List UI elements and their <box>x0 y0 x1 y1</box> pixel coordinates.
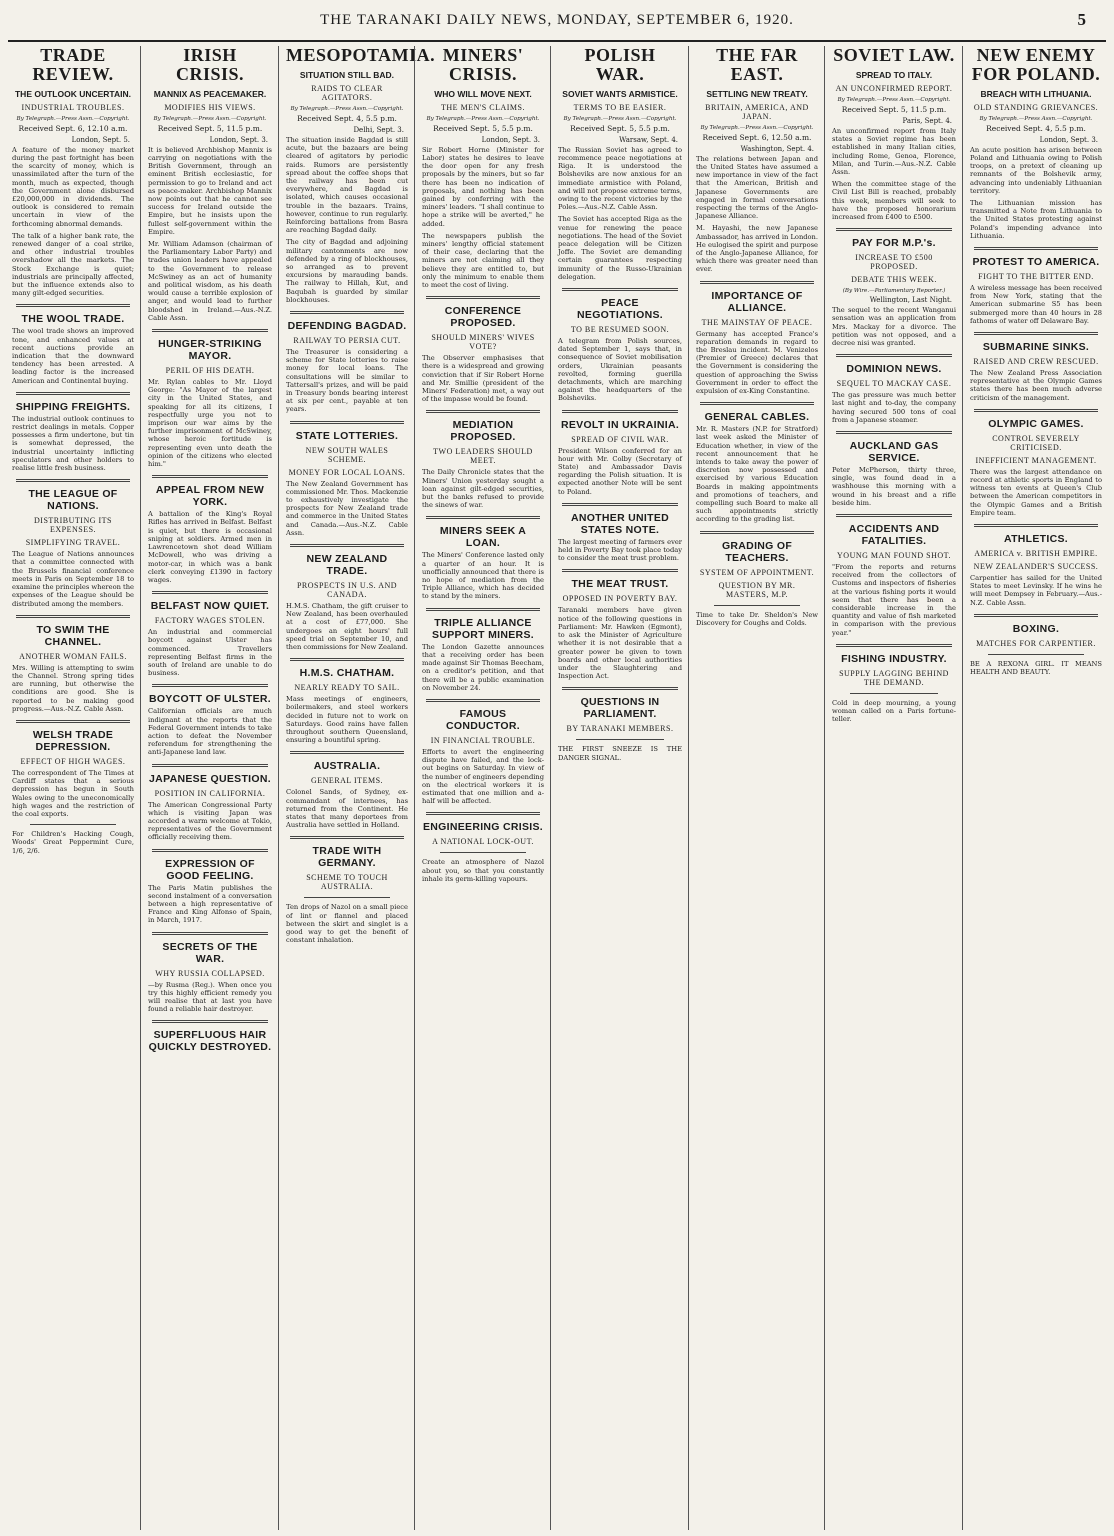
section-subheading: DISTRIBUTING ITS EXPENSES. <box>34 516 112 535</box>
column-subheading: THE MEN'S CLAIMS. <box>441 102 525 112</box>
section-subheading: GENERAL ITEMS. <box>310 776 384 786</box>
section-divider <box>974 614 1098 617</box>
article-text: Californian officials are much indignant at the reports that the Federal Government intends to take action to defeat the November referendum for strengthening the anti-Japanese land law. <box>148 707 272 757</box>
byline: By Telegraph.—Press Assn.—Copyright. <box>563 115 677 122</box>
section-divider <box>836 514 952 517</box>
section-headline: GRADING OF TEACHERS. <box>721 539 793 564</box>
dateline: Wellington, Last Night. <box>869 296 952 305</box>
section-divider <box>290 658 404 661</box>
section-divider <box>290 311 404 314</box>
article-text: The New Zealand Press Association representative at the Olympic Games states there has been much adverse criticism of the management. <box>970 369 1102 402</box>
column-2 <box>142 46 278 1530</box>
column-subheadline: MANNIX AS PEACEMAKER. <box>153 88 267 99</box>
section-divider <box>974 247 1098 250</box>
section-divider <box>16 392 130 395</box>
section-headline: FAMOUS CONDUCTOR. <box>446 707 520 732</box>
section-subheading: OPPOSED IN POVERTY BAY. <box>562 594 678 604</box>
column-subheading: RAIDS TO CLEAR AGITATORS. <box>311 83 383 102</box>
section-headline: TRADE WITH GERMANY. <box>312 845 382 870</box>
section-headline: STATE LOTTERIES. <box>295 429 399 442</box>
received-line: Received Sept. 6, 12.10 a.m. <box>18 123 128 133</box>
article-text: An unconfirmed report from Italy states a Soviet regime has been established in many Italian cities, including Rome, Genoa, Florence, Milan, and Turin.—Aus.-N.Z. Cable Assn. <box>832 126 956 176</box>
footer-divider <box>988 654 1084 655</box>
section-subheading: PROSPECTS IN U.S. AND CANADA. <box>296 581 398 599</box>
section-headline: ENGINEERING CRISIS. <box>422 821 544 834</box>
article-text: Mr. R. Masters (N.P. for Stratford) last week asked the Minister of Education whether, in view of the recent announcement that he intends to take away the power of discretion now possessed and exercised by various Education Boards in making appointments and promotions of teachers, and compelling such Board to make all such appointments strictly according to the grading list. <box>696 425 818 524</box>
byline: (By Wire.—Parliamentary Reporter.) <box>842 288 946 295</box>
section-subheading: PERIL OF HIS DEATH. <box>165 366 255 376</box>
section-headline: BOYCOTT OF ULSTER. <box>148 693 272 706</box>
article-text: A telegram from Polish sources, dated September 1, says that, in consequence of Soviet mobilisation orders, Ukrainian peasants revolted, forming guerilla detachments, which are marching against the headquarters of the Bolsheviks. <box>558 337 682 403</box>
section-subheading: IN FINANCIAL TROUBLE. <box>430 735 536 745</box>
footer-divider <box>576 739 664 740</box>
section-subheading: ANOTHER WOMAN FAILS. <box>19 651 127 661</box>
article-text: Carpentier has sailed for the United States to meet Levinsky. If he wins he will meet Dempsey in February.—Aus.-N.Z. Cable Assn. <box>970 574 1102 607</box>
advertisement-text: BE A REXONA GIRL. IT MEANS HEALTH AND BEAUTY. <box>970 659 1102 677</box>
column-8 <box>964 46 1108 1530</box>
article-text: An industrial and commercial boycott against Ulster has commenced. Travellers representing Belfast firms in the south of Ireland are unable to do business. <box>148 628 272 678</box>
column-subheading: INDUSTRIAL TROUBLES. <box>21 102 125 112</box>
column-3 <box>280 45 436 1530</box>
section-subheading: YOUNG MAN FOUND SHOT. <box>837 550 951 560</box>
column-4 <box>416 46 550 1530</box>
section-subheading: SHOULD MINERS' WIVES VOTE? <box>431 333 535 352</box>
section-divider <box>836 431 952 434</box>
column-subheading: BRITAIN, AMERICA, AND JAPAN. <box>705 102 809 121</box>
section-headline: FISHING INDUSTRY. <box>841 652 947 665</box>
section-divider <box>152 849 268 852</box>
article-text: A wireless message has been received from New York, stating that the American submarine S5 has been submerged more than 40 hours in 28 fathoms of water off Delaware Bay. <box>970 284 1102 325</box>
article-text: H.M.S. Chatham, the gift cruiser to New Zealand, has been overhauled at a cost of £77,000. She undergoes an eight hours' full speed trial on September 10, and then commissions for New Zealand. <box>286 602 408 652</box>
section-headline: DOMINION NEWS. <box>846 363 942 376</box>
footer-divider <box>30 824 116 825</box>
section-divider <box>974 332 1098 335</box>
section-divider <box>16 479 130 482</box>
article-text: It is believed Archbishop Mannix is carrying on negotiations with the British Government, through an eminent British ecclesiastic, for permission to go to Ireland and act as peace-maker. Archbishop Mannix now points out that he cannot see success for Ireland outside the Empire, but he insists upon the fullest self-government within the Empire. <box>148 145 272 236</box>
dateline: London, Sept. 3. <box>481 135 540 144</box>
section-headline: SECRETS OF THE WAR. <box>162 940 258 965</box>
article-text: The Observer emphasises that there is a widespread and growing conviction that if Sir Robert Horne and Mr. Smillie (president of the Miners' Federation) met, a way out of the impasse would be found. <box>422 354 544 404</box>
article-text: Efforts to avert the engineering dispute have failed, and the lock-out begins on Saturday. In view of the number of engineers depending on the electrical workers it is estimated that one million and a-half will be affected. <box>422 747 544 806</box>
section-subheading: INCREASE TO £500 PROPOSED. <box>855 253 933 272</box>
section-subheading: AMERICA v. BRITISH EMPIRE. <box>974 549 1098 559</box>
article-text: The New Zealand Government has commissioned Mr. Thos. Mackenzie to exhaustively investigate the prospects for New Zealand trade and commerce in the United States and Canada.—Aus.-N.Z. Cable Assn. <box>286 479 408 537</box>
section-subheading: TWO LEADERS SHOULD MEET. <box>433 447 533 466</box>
article-text: The Russian Soviet has agreed to recommence peace negotiations at Riga. It is understood the Bolsheviks are now anxious for an immediate armistice with Poland, and will not propose extreme terms, owing to the recent victories by the Poles.—Aus.-N.Z. Cable Assn. <box>558 145 682 212</box>
advertisement-text: For Children's Hacking Cough, Woods' Great Peppermint Cure, 1/6, 2/6. <box>12 830 134 855</box>
section-headline: DEFENDING BAGDAD. <box>287 319 407 332</box>
received-line: Received Sept. 4, 5.5 p.m. <box>986 123 1086 133</box>
article-text: —by Rusma (Reg.). When once you try this highly efficient remedy you will realise that at last you have found a reliable hair destroyer. <box>148 980 272 1014</box>
column-6 <box>690 46 824 1530</box>
article-text: The talk of a higher bank rate, the renewed danger of a coal strike, and other industrial troubles overshadow all the markets. The Stock Exchange is quiet; industrials are principally affected, but the influence extends also to many gilt-edged securities. <box>12 231 134 298</box>
footer-divider <box>714 605 800 606</box>
section-headline: MEDIATION PROPOSED. <box>450 419 516 444</box>
section-divider <box>562 288 678 291</box>
byline: By Telegraph.—Press Assn.—Copyright. <box>16 115 130 122</box>
section-subheading: SEQUEL TO MACKAY CASE. <box>836 379 952 389</box>
section-subheading: SPREAD OF CIVIL WAR. <box>571 434 669 444</box>
article-text: M. Hayashi, the new Japanese Ambassador, has arrived in London. He eulogised the spirit and purpose of the Anglo-Japanese Alliance, for which there was greater need than ever. <box>696 224 818 274</box>
received-line: Received Sept. 5, 11.5 p.m. <box>841 104 947 114</box>
section-subheading: INEFFICIENT MANAGEMENT. <box>975 455 1097 465</box>
column-headline: NEW ENEMY FOR POLAND. <box>971 45 1101 84</box>
dateline: London, Sept. 3. <box>209 135 268 144</box>
article-text: Mr. Rylan cables to Mr. Lloyd George: "As Mayor of the largest city in the United States, and speaking for all its citizens, I respectfully urge you not to imprison our war aims by the further imprisonment of McSwiney, whose heroic fortitude is representing even unto death the opinion of the citizens who elected him." <box>148 378 272 469</box>
section-divider <box>700 402 814 405</box>
dateline: London, Sept. 5. <box>71 135 130 144</box>
section-headline: SHIPPING FREIGHTS. <box>15 400 131 413</box>
column-headline: SOVIET LAW. <box>833 45 955 65</box>
section-divider <box>152 932 268 935</box>
article-text: The London Gazette announces that a receiving order has been made against Sir Thomas Beecham, on a creditor's petition, and that there will be a public examination on November 24. <box>422 642 544 692</box>
article-text: There was the largest attendance on record at athletic sports in England to witness ten events at Queen's Club between the American competitors in the Olympic Games and a British Empire team. <box>970 467 1102 517</box>
column-subheadline: SPREAD TO ITALY. <box>855 69 933 80</box>
article-text: Colonel Sands, of Sydney, ex-commandant of internees, has returned from the Continent. He states that many deportees from Australia have settled in Holland. <box>286 788 408 830</box>
section-subheading: FACTORY WAGES STOLEN. <box>154 616 266 626</box>
section-headline: THE WOOL TRADE. <box>21 313 125 326</box>
column-rule <box>278 46 279 1530</box>
advertisement-text: Time to take Dr. Sheldon's New Discovery for Coughs and Colds. <box>696 610 818 627</box>
footer-divider <box>440 852 526 853</box>
section-headline: JAPANESE QUESTION. <box>149 772 271 785</box>
section-divider <box>152 1020 268 1023</box>
section-divider <box>152 684 268 687</box>
section-divider <box>700 531 814 534</box>
article-text: Taranaki members have given notice of the following questions in Parliament: Mr. Hawken (Egmont), to ask the Minister of Agriculture whether it is not desirable that a greater power be given to town boards and other local authorities under the Slaughtering and Inspection Act. <box>558 606 682 681</box>
section-subheading: POSITION IN CALIFORNIA. <box>154 788 266 798</box>
section-headline: PROTEST TO AMERICA. <box>972 256 1100 269</box>
article-text: The Daily Chronicle states that the Miners' Union yesterday sought a loan against gilt-edged securities, but the banks refused to provide the sinews of war. <box>422 468 544 510</box>
byline: By Telegraph.—Press Assn.—Copyright. <box>290 105 404 112</box>
column-rule <box>550 46 551 1530</box>
section-divider <box>16 615 130 618</box>
section-subheading: NEW SOUTH WALES SCHEME. <box>305 445 389 464</box>
article-text: The League of Nations announces that a committee connected with the Brussels financial conference meets in Paris on September 18 to examine the principles whereon the expenses of the League should be distributed among the members. <box>12 550 134 608</box>
section-headline: WELSH TRADE DEPRESSION. <box>32 728 114 753</box>
column-headline: THE FAR EAST. <box>716 45 798 84</box>
advertisement-text: Cold in deep mourning, a young woman called on a Paris fortune-teller. <box>832 698 956 724</box>
section-headline: SUBMARINE SINKS. <box>982 341 1090 354</box>
masthead <box>0 0 1114 40</box>
article-text: A feature of the money market during the past fortnight has been the scarcity of money, which is unassimilated after the turn of the month, much as expected, though the Government alone disbursed £20,000,000 in dividends. The outlook is considered to remain uncertain in view of the forthcoming abnormal demands. <box>12 145 134 228</box>
section-subheading: RAISED AND CREW RESCUED. <box>973 357 1099 367</box>
article-text: The Paris Matin publishes the second instalment of a conversation between a high representative of France and King Alfonso of Spain, in March, 1917. <box>148 883 272 925</box>
section-divider <box>426 410 540 413</box>
section-headline: ATHLETICS. <box>1003 533 1069 546</box>
section-subheading: SYSTEM OF APPOINTMENT. <box>699 567 815 577</box>
article-text: The industrial outlook continues to restrict dealings in metals. Copper possesses a firm undertone, but tin is somewhat depressed, the industrial uncertainty inflicting speculators and other holders to realise little fresh business. <box>12 414 134 473</box>
article-text: Sir Robert Horne (Minister for Labor) states he desires to leave the door open for any fresh proposals by the miners, but so far there has been no indication of proposals, and nothing has been gained by conferring with the miners' leaders. "I shall continue to hope a strike will be averted," he added. <box>422 145 544 228</box>
column-subheadline: WHO WILL MOVE NEXT. <box>434 88 532 99</box>
section-divider <box>16 720 130 723</box>
section-divider <box>426 608 540 611</box>
article-text: The relations between Japan and the United States have assumed a new importance in view of the fact that the American, British and Japanese Governments are engaged in formal conversations respecting the terms of the Anglo-Japanese Alliance. <box>696 154 818 221</box>
column-subheading: OLD STANDING GRIEVANCES. <box>973 102 1099 112</box>
article-text: The situation inside Bagdad is still acute, but the bazaars are being cleared of agitators by periodic raids. Rumors are persistently spread about the coffee shops that the railway has been cut everywhere, and Bagdad is isolated, which causes occasional trouble in the bazaars. Trains, however, continue to run regularly. Reinforcing battalions from Basra are reaching Bagdad daily. <box>286 135 408 235</box>
received-line: Received Sept. 6, 12.50 a.m. <box>702 132 812 142</box>
section-headline: THE MEAT TRUST. <box>571 578 669 591</box>
column-headline: TRADE REVIEW. <box>32 45 114 84</box>
section-divider <box>974 409 1098 412</box>
column-subheadline: SETTLING NEW TREATY. <box>706 88 808 99</box>
article-text: Mr. William Adamson (chairman of the Parliamentary Labor Party) and trades union leaders have appealed to the Government to release McSwiney as an act of humanity and political wisdom, as his death would cause a terrible explosion of anger, and would lead to further bloodshed in Ireland.—Aus.-N.Z. Cable Assn. <box>148 240 272 322</box>
column-subheadline: SITUATION STILL BAD. <box>299 69 395 80</box>
section-subheading: MATCHES FOR CARPENTIER. <box>976 638 1096 648</box>
newspaper-title: THE TARANAKI DAILY NEWS, MONDAY, SEPTEMBER 6, 1920. <box>320 12 794 28</box>
section-divider <box>836 228 952 231</box>
received-line: Received Sept. 4, 5.5 p.m. <box>297 113 397 123</box>
section-divider <box>152 764 268 767</box>
section-divider <box>290 421 404 424</box>
dateline: London, Sept. 3. <box>1039 135 1098 144</box>
dateline: Delhi, Sept. 3. <box>353 125 404 134</box>
article-text: Germany has accepted France's reparation demands in regard to the Breslau incident. M. Venizelos (Premier of Greece) declares that the Government is considering the question of approaching the Swiss Government in order to effect the expulsion of ex-King Constantine. <box>696 329 818 396</box>
section-headline: MINERS SEEK A LOAN. <box>439 525 527 550</box>
section-subheading: THE MAINSTAY OF PEACE. <box>701 317 813 327</box>
article-text: "From the reports and returns received from the collectors of Customs and inspectors of fisheries at the various fishing ports it would seem that there has been a considerable increase in the quantity and value of fish marketed in comparison with the previous year." <box>832 562 956 637</box>
section-divider <box>290 544 404 547</box>
footer-divider <box>850 693 938 694</box>
column-subheading: AN UNCONFIRMED REPORT. <box>835 83 953 93</box>
section-headline: EXPRESSION OF GOOD FEELING. <box>165 857 255 882</box>
masthead-rule <box>8 40 1106 42</box>
section-headline: TRIPLE ALLIANCE SUPPORT MINERS. <box>432 616 534 641</box>
section-divider <box>974 524 1098 527</box>
section-divider <box>700 281 814 284</box>
section-divider <box>562 687 678 690</box>
article-text: A battalion of the King's Royal Rifles has arrived in Belfast. Belfast is quiet, but there is occasional sniping at soldiers. Armed men in Lawrencetown shot dead William McDowell, who was driving a motor-car, in which was a bank clerk conveying £1390 in factory wages. <box>148 510 272 584</box>
section-divider <box>562 503 678 506</box>
section-headline: TO SWIM THE CHANNEL. <box>36 623 110 648</box>
article-text: The Soviet has accepted Riga as the venue for renewing the peace negotiations. The head of the Soviet peace delegation will be Citizen Joffe. The Soviet are demanding certain guarantees respecting immunity of the Russo-Ukrainian delegation. <box>558 215 682 281</box>
column-subheading: TERMS TO BE EASIER. <box>573 102 667 112</box>
section-subheading: FIGHT TO THE BITTER END. <box>978 272 1094 282</box>
section-divider <box>16 304 130 307</box>
section-headline: THE LEAGUE OF NATIONS. <box>28 488 118 513</box>
article-text: Mrs. Willing is attempting to swim the Channel. Strong spring tides are running, but otherwise the conditions are good. She is reported to be making good progress.—Aus.-N.Z. Cable Assn. <box>12 663 134 713</box>
column-subheadline: BREACH WITH LITHUANIA. <box>980 88 1092 99</box>
column-headline: MESOPOTAMIA. <box>286 45 436 65</box>
section-divider <box>152 475 268 478</box>
section-divider <box>836 644 952 647</box>
byline: By Telegraph.—Press Assn.—Copyright. <box>700 124 814 131</box>
received-line: Received Sept. 5, 5.5 p.m. <box>433 123 533 133</box>
column-rule <box>688 46 689 1530</box>
section-divider <box>426 812 540 815</box>
dateline: Washington, Sept. 4. <box>740 144 814 153</box>
column-subheadline: THE OUTLOOK UNCERTAIN. <box>14 88 131 99</box>
page-number: 5 <box>1077 10 1086 29</box>
column-rule <box>962 46 963 1530</box>
column-headline: IRISH CRISIS. <box>175 45 245 84</box>
article-text: Peter McPherson, thirty three, single, was found dead in a washhouse this morning with a wound in his breast and a rifle beside him. <box>832 465 956 507</box>
received-line: Received Sept. 5, 5.5 p.m. <box>570 123 670 133</box>
section-headline: BELFAST NOW QUIET. <box>150 600 270 613</box>
column-1 <box>6 46 140 1530</box>
column-subheadline: SOVIET WANTS ARMISTICE. <box>562 88 678 99</box>
article-text: The Miners' Conference lasted only a quarter of an hour. It is unofficially announced that there is no hope of mediation from the Triple Alliance, which has decided to stand by the miners. <box>422 551 544 601</box>
section-subheading: A NATIONAL LOCK-OUT. <box>432 837 534 847</box>
section-divider <box>290 836 404 839</box>
article-text: The newspapers publish the miners' lengthy official statement of their case, declaring that the miners are not claiming all they believe they are entitled to, but only the minimum to enable them to meet the cost of living. <box>422 231 544 290</box>
advertisement-text: Create an atmosphere of Nazol about you, so that you constantly inhale its germ-killing vapours. <box>422 858 544 883</box>
article-text: The sequel to the recent Wanganui sensation was an application from Mrs. Mackay for a divorce. The petition was not opposed, and a decree nisi was granted. <box>832 306 956 347</box>
section-subheading: MONEY FOR LOCAL LOANS. <box>288 467 406 477</box>
section-subheading: SUPPLY LAGGING BEHIND THE DEMAND. <box>839 668 949 687</box>
section-headline: CONFERENCE PROPOSED. <box>444 305 522 330</box>
section-headline: AUSTRALIA. <box>313 760 381 773</box>
article-text: The Lithuanian mission has transmitted a Note from Lithuania to the United States protesting against Poland's impending advance into Lithuania. <box>970 199 1102 240</box>
column-headline: MINERS' CRISIS. <box>442 45 524 84</box>
section-subheading: WHY RUSSIA COLLAPSED. <box>155 968 265 978</box>
section-headline: OLYMPIC GAMES. <box>988 417 1084 430</box>
section-subheading: SCHEME TO TOUCH AUSTRALIA. <box>306 873 388 892</box>
section-headline: H.M.S. CHATHAM. <box>299 667 395 680</box>
byline: By Telegraph.—Press Assn.—Copyright. <box>426 115 540 122</box>
article-text: The Treasurer is considering a scheme for State lotteries to raise money for local loans. The consultations will be similar to Tattersall's prizes, and will be paid in Treasury bonds bearing interest at six per cent., payable at ten years. <box>286 347 408 414</box>
column-rule <box>414 46 415 1530</box>
section-headline: IMPORTANCE OF ALLIANCE. <box>711 289 803 314</box>
section-divider <box>152 329 268 332</box>
section-divider <box>290 751 404 754</box>
section-divider <box>836 354 952 357</box>
section-headline: PAY FOR M.P.'s. <box>852 237 936 250</box>
article-text: The largest meeting of farmers ever held in Poverty Bay took place today to consider the meat trust problem. <box>558 537 682 563</box>
section-subheading: NEW ZEALANDER'S SUCCESS. <box>973 562 1099 572</box>
column-rule <box>140 46 141 1530</box>
article-text: The city of Bagdad and adjoining military cantonments are now defended by a ring of blockhouses, so arranged as to prevent excursions by marauding bands. The railway to Hillah, Kut, and Baqubah is guarded by similar blockhouses. <box>286 238 408 304</box>
column-headline: POLISH WAR. <box>584 45 656 84</box>
article-text: Mass meetings of engineers, boilermakers, and steel workers decided in future not to work on Saturdays. Good rains have fallen throughout southern Queensland, ensuring a bountiful spring. <box>286 695 408 745</box>
section-subheading: RAILWAY TO PERSIA CUT. <box>293 335 401 345</box>
dateline: Warsaw, Sept. 4. <box>619 135 678 144</box>
section-subheading: CONTROL SEVERELY CRITICISED. <box>992 433 1080 452</box>
article-text: The gas pressure was much better last night and to-day, the company having secured 500 tons of coal from a Japanese steamer. <box>832 391 956 424</box>
section-headline: REVOLT IN UKRAINIA. <box>560 418 680 431</box>
section-headline: PEACE NEGOTIATIONS. <box>577 297 663 322</box>
column-7 <box>826 46 962 1530</box>
section-subheading: TO BE RESUMED SOON. <box>570 325 670 335</box>
section-headline: APPEAL FROM NEW YORK. <box>155 484 265 509</box>
section-divider <box>152 591 268 594</box>
section-headline: SUPERFLUOUS HAIR QUICKLY DESTROYED. <box>148 1029 272 1054</box>
article-text: The wool trade shows an improved tone, and enhanced values at recent auctions provide an indication that the downward tendency has been arrested. A leading factor is the increased American and Continental buying. <box>12 327 134 385</box>
section-headline: ACCIDENTS AND FATALITIES. <box>848 522 940 547</box>
byline: By Telegraph.—Press Assn.—Copyright. <box>837 96 951 103</box>
section-subheading: QUESTION BY MR. MASTERS, M.P. <box>718 580 796 599</box>
article-text: When the committee stage of the Civil List Bill is reached, probably this week, members will seek to have the proposed honorarium increased from £400 to £500. <box>832 180 956 221</box>
section-headline: BOXING. <box>1012 622 1060 635</box>
section-divider <box>426 296 540 299</box>
section-subheading: DEBATE THIS WEEK. <box>851 275 937 285</box>
column-subheading: MODIFIES HIS VIEWS. <box>164 102 256 112</box>
article-text: President Wilson conferred for an hour with Mr. Colby (Secretary of State) and Ambassador Davis regarding the Polish situation. It is expected another Note will be sent to Poland. <box>558 446 682 496</box>
section-headline: HUNGER-STRIKING MAYOR. <box>158 338 262 363</box>
section-headline: AUCKLAND GAS SERVICE. <box>849 439 939 464</box>
column-rule <box>824 46 825 1530</box>
section-headline: ANOTHER UNITED STATES NOTE. <box>570 511 670 536</box>
section-divider <box>562 410 678 413</box>
article-text: An acute position has arisen between Poland and Lithuania owing to Polish troops, on a pretext of cleaning up remnants of the Bolshevik army, advancing into undeniably Lithuanian territory. <box>970 145 1102 195</box>
advertisement-text: THE FIRST SNEEZE IS THE DANGER SIGNAL. <box>558 745 682 762</box>
column-5 <box>552 46 688 1530</box>
section-divider <box>426 516 540 519</box>
section-divider <box>562 569 678 572</box>
received-line: Received Sept. 5, 11.5 p.m. <box>157 123 263 133</box>
advertisement-text: Ten drops of Nazol on a small piece of lint or flannel and placed between the skirt and singlet is a good way to get the benefit of constant inhalation. <box>286 903 408 945</box>
dateline: Paris, Sept. 4. <box>902 116 952 125</box>
footer-divider <box>304 897 390 898</box>
article-text: The correspondent of The Times at Cardiff states that a serious depression has begun in South Wales owing to the uneconomically high wages and the restriction of the coal exports. <box>12 768 134 818</box>
section-subheading: BY TARANAKI MEMBERS. <box>566 724 674 734</box>
section-subheading: SIMPLIFYING TRAVEL. <box>25 538 121 548</box>
byline: By Telegraph.—Press Assn.—Copyright. <box>153 115 267 122</box>
byline: By Telegraph.—Press Assn.—Copyright. <box>979 115 1093 122</box>
section-headline: QUESTIONS IN PARLIAMENT. <box>580 696 660 721</box>
section-subheading: NEARLY READY TO SAIL. <box>294 683 400 693</box>
article-text: The American Congressional Party which is visiting Japan was accorded a warm welcome at Tokio, representatives of the Government officially receiving them. <box>148 800 272 842</box>
section-subheading: EFFECT OF HIGH WAGES. <box>20 756 126 766</box>
section-divider <box>426 699 540 702</box>
section-headline: GENERAL CABLES. <box>704 411 810 424</box>
section-headline: NEW ZEALAND TRADE. <box>306 553 388 577</box>
